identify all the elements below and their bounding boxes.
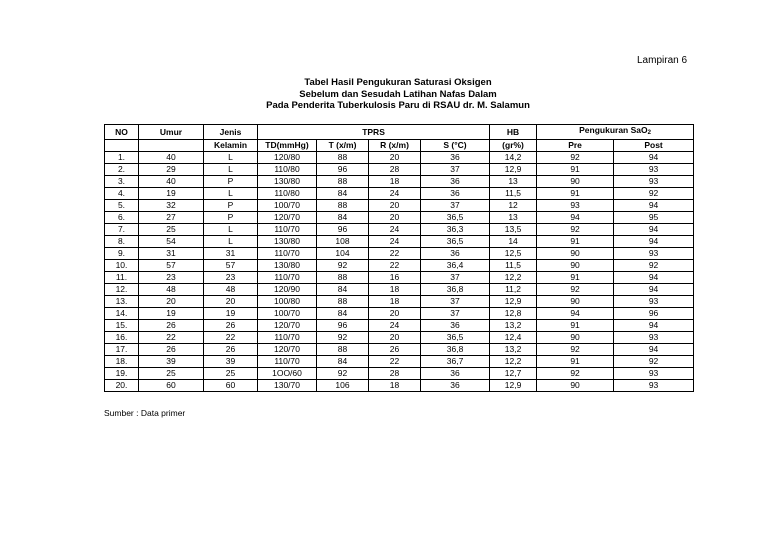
cell-s: 36 — [421, 176, 490, 188]
cell-r: 28 — [369, 164, 421, 176]
table-row — [105, 152, 694, 164]
table-row — [105, 320, 694, 332]
cell-s: 36,5 — [421, 212, 490, 224]
cell-jenis-kelamin: 22 — [204, 332, 258, 344]
cell-pre: 92 — [537, 284, 614, 296]
cell-jenis-kelamin: 57 — [204, 260, 258, 272]
cell-hb: 13 — [490, 212, 537, 224]
cell-no: 7. — [105, 224, 139, 236]
cell-r: 20 — [369, 212, 421, 224]
cell-post: 93 — [614, 248, 694, 260]
cell-r: 20 — [369, 152, 421, 164]
cell-hb: 12,8 — [490, 308, 537, 320]
cell-pre: 94 — [537, 212, 614, 224]
header-no-blank — [105, 140, 139, 152]
cell-t: 84 — [317, 356, 369, 368]
cell-hb: 12,2 — [490, 356, 537, 368]
cell-hb: 12 — [490, 200, 537, 212]
cell-t: 84 — [317, 212, 369, 224]
cell-umur: 31 — [139, 248, 204, 260]
cell-s: 37 — [421, 308, 490, 320]
appendix-label: Lampiran 6 — [637, 55, 688, 66]
cell-pre: 92 — [537, 224, 614, 236]
cell-t: 92 — [317, 368, 369, 380]
cell-jenis-kelamin: 19 — [204, 308, 258, 320]
cell-t: 96 — [317, 320, 369, 332]
cell-pre: 90 — [537, 296, 614, 308]
cell-post: 92 — [614, 356, 694, 368]
cell-s: 37 — [421, 296, 490, 308]
cell-umur: 60 — [139, 380, 204, 392]
cell-pre: 90 — [537, 332, 614, 344]
cell-s: 37 — [421, 200, 490, 212]
cell-td: 110/70 — [258, 332, 317, 344]
cell-hb: 12,9 — [490, 296, 537, 308]
cell-jenis-kelamin: 26 — [204, 320, 258, 332]
cell-post: 94 — [614, 344, 694, 356]
cell-post: 94 — [614, 224, 694, 236]
cell-umur: 19 — [139, 308, 204, 320]
measurement-table — [104, 124, 694, 392]
cell-td: 110/70 — [258, 272, 317, 284]
cell-hb: 13 — [490, 176, 537, 188]
cell-td: 100/70 — [258, 308, 317, 320]
cell-s: 36,3 — [421, 224, 490, 236]
cell-pre: 91 — [537, 188, 614, 200]
cell-pre: 91 — [537, 356, 614, 368]
cell-td: 110/70 — [258, 248, 317, 260]
table-row — [105, 368, 694, 380]
cell-post: 94 — [614, 236, 694, 248]
cell-no: 14. — [105, 308, 139, 320]
cell-t: 84 — [317, 308, 369, 320]
cell-t: 104 — [317, 248, 369, 260]
header-hb-unit: (gr%) — [490, 140, 537, 152]
cell-umur: 27 — [139, 212, 204, 224]
cell-td: 110/80 — [258, 188, 317, 200]
cell-r: 28 — [369, 368, 421, 380]
cell-r: 26 — [369, 344, 421, 356]
cell-jenis-kelamin: 26 — [204, 344, 258, 356]
cell-pre: 91 — [537, 320, 614, 332]
cell-r: 18 — [369, 380, 421, 392]
cell-umur: 40 — [139, 176, 204, 188]
cell-umur: 26 — [139, 344, 204, 356]
cell-jenis-kelamin: P — [204, 200, 258, 212]
cell-t: 84 — [317, 284, 369, 296]
cell-umur: 40 — [139, 152, 204, 164]
cell-r: 20 — [369, 308, 421, 320]
cell-no: 19. — [105, 368, 139, 380]
cell-hb: 14 — [490, 236, 537, 248]
title-line-3: Pada Penderita Tuberkulosis Paru di RSAU dr. M. Salamun — [266, 100, 530, 111]
cell-t: 92 — [317, 260, 369, 272]
cell-s: 36 — [421, 320, 490, 332]
cell-umur: 19 — [139, 188, 204, 200]
cell-td: 100/70 — [258, 200, 317, 212]
cell-s: 36 — [421, 368, 490, 380]
cell-s: 36,5 — [421, 332, 490, 344]
table-row — [105, 380, 694, 392]
cell-r: 18 — [369, 284, 421, 296]
cell-post: 96 — [614, 308, 694, 320]
cell-td: 130/70 — [258, 380, 317, 392]
cell-td: 100/80 — [258, 296, 317, 308]
cell-jenis-kelamin: 25 — [204, 368, 258, 380]
cell-post: 93 — [614, 296, 694, 308]
cell-hb: 12,9 — [490, 380, 537, 392]
cell-pre: 91 — [537, 164, 614, 176]
cell-t: 88 — [317, 344, 369, 356]
cell-hb: 12,7 — [490, 368, 537, 380]
table-row — [105, 344, 694, 356]
cell-post: 94 — [614, 320, 694, 332]
cell-post: 94 — [614, 200, 694, 212]
cell-umur: 48 — [139, 284, 204, 296]
cell-pre: 93 — [537, 200, 614, 212]
cell-umur: 25 — [139, 224, 204, 236]
cell-no: 2. — [105, 164, 139, 176]
cell-jenis-kelamin: 20 — [204, 296, 258, 308]
cell-umur: 23 — [139, 272, 204, 284]
header-row-bottom — [105, 140, 694, 152]
cell-hb: 12,5 — [490, 248, 537, 260]
cell-umur: 57 — [139, 260, 204, 272]
title-line-2: Sebelum dan Sesudah Latihan Nafas Dalam — [299, 88, 497, 100]
cell-hb: 12,2 — [490, 272, 537, 284]
cell-r: 18 — [369, 296, 421, 308]
cell-td: 130/80 — [258, 260, 317, 272]
cell-umur: 32 — [139, 200, 204, 212]
cell-post: 93 — [614, 368, 694, 380]
cell-r: 22 — [369, 356, 421, 368]
cell-post: 92 — [614, 260, 694, 272]
cell-jenis-kelamin: P — [204, 212, 258, 224]
cell-pre: 91 — [537, 272, 614, 284]
cell-no: 12. — [105, 284, 139, 296]
cell-jenis-kelamin: 48 — [204, 284, 258, 296]
cell-td: 120/70 — [258, 344, 317, 356]
cell-t: 88 — [317, 176, 369, 188]
cell-hb: 12,9 — [490, 164, 537, 176]
cell-hb: 13,2 — [490, 320, 537, 332]
table-row — [105, 200, 694, 212]
cell-td: 110/80 — [258, 164, 317, 176]
cell-td: 120/90 — [258, 284, 317, 296]
cell-no: 3. — [105, 176, 139, 188]
cell-no: 1. — [105, 152, 139, 164]
cell-pre: 90 — [537, 380, 614, 392]
header-umur-blank — [139, 140, 204, 152]
header-jenis: Jenis — [204, 125, 258, 140]
cell-r: 20 — [369, 332, 421, 344]
cell-post: 93 — [614, 176, 694, 188]
cell-t: 106 — [317, 380, 369, 392]
cell-post: 92 — [614, 188, 694, 200]
header-t: T (x/m) — [317, 140, 369, 152]
table-row — [105, 332, 694, 344]
cell-no: 18. — [105, 356, 139, 368]
cell-no: 15. — [105, 320, 139, 332]
header-s: S (°C) — [421, 140, 490, 152]
cell-jenis-kelamin: L — [204, 188, 258, 200]
cell-r: 24 — [369, 236, 421, 248]
cell-hb: 11,2 — [490, 284, 537, 296]
cell-s: 36 — [421, 188, 490, 200]
cell-s: 36 — [421, 380, 490, 392]
cell-s: 36,4 — [421, 260, 490, 272]
cell-jenis-kelamin: L — [204, 164, 258, 176]
cell-no: 4. — [105, 188, 139, 200]
table-body — [105, 152, 694, 392]
cell-td: 110/70 — [258, 356, 317, 368]
header-pengukuran-subscript: 2 — [647, 130, 651, 136]
table-row — [105, 224, 694, 236]
cell-jenis-kelamin: 39 — [204, 356, 258, 368]
header-post: Post — [614, 140, 694, 152]
cell-jenis-kelamin: L — [204, 236, 258, 248]
cell-td: 120/80 — [258, 152, 317, 164]
table-row — [105, 284, 694, 296]
header-r: R (x/m) — [369, 140, 421, 152]
cell-no: 9. — [105, 248, 139, 260]
cell-jenis-kelamin: 23 — [204, 272, 258, 284]
cell-no: 16. — [105, 332, 139, 344]
table-row — [105, 272, 694, 284]
table-row — [105, 356, 694, 368]
cell-r: 24 — [369, 188, 421, 200]
cell-no: 11. — [105, 272, 139, 284]
cell-hb: 12,4 — [490, 332, 537, 344]
cell-pre: 90 — [537, 260, 614, 272]
table-row — [105, 164, 694, 176]
cell-jenis-kelamin: L — [204, 152, 258, 164]
cell-s: 36,8 — [421, 344, 490, 356]
cell-pre: 94 — [537, 308, 614, 320]
cell-pre: 90 — [537, 248, 614, 260]
cell-t: 88 — [317, 152, 369, 164]
cell-t: 96 — [317, 164, 369, 176]
cell-umur: 39 — [139, 356, 204, 368]
table-row — [105, 236, 694, 248]
cell-umur: 29 — [139, 164, 204, 176]
header-row-top — [105, 125, 694, 140]
cell-no: 10. — [105, 260, 139, 272]
cell-r: 22 — [369, 260, 421, 272]
header-td: TD(mmHg) — [258, 140, 317, 152]
cell-post: 94 — [614, 272, 694, 284]
cell-pre: 90 — [537, 176, 614, 188]
cell-t: 108 — [317, 236, 369, 248]
table-row — [105, 188, 694, 200]
cell-post: 93 — [614, 380, 694, 392]
cell-t: 84 — [317, 188, 369, 200]
cell-s: 36,5 — [421, 236, 490, 248]
header-kelamin: Kelamin — [204, 140, 258, 152]
cell-r: 22 — [369, 248, 421, 260]
table-row — [105, 296, 694, 308]
cell-post: 94 — [614, 284, 694, 296]
table-row — [105, 176, 694, 188]
cell-hb: 11,5 — [490, 188, 537, 200]
header-no: NO — [105, 125, 139, 140]
cell-r: 18 — [369, 176, 421, 188]
cell-post: 95 — [614, 212, 694, 224]
cell-t: 88 — [317, 200, 369, 212]
cell-r: 20 — [369, 200, 421, 212]
cell-pre: 91 — [537, 236, 614, 248]
cell-umur: 26 — [139, 320, 204, 332]
cell-no: 17. — [105, 344, 139, 356]
cell-jenis-kelamin: L — [204, 224, 258, 236]
cell-hb: 13,5 — [490, 224, 537, 236]
cell-hb: 14,2 — [490, 152, 537, 164]
cell-s: 36,7 — [421, 356, 490, 368]
cell-jenis-kelamin: P — [204, 176, 258, 188]
header-pengukuran — [537, 125, 694, 140]
cell-td: 130/80 — [258, 176, 317, 188]
cell-umur: 20 — [139, 296, 204, 308]
cell-no: 20. — [105, 380, 139, 392]
cell-s: 37 — [421, 164, 490, 176]
cell-td: 120/70 — [258, 320, 317, 332]
cell-post: 93 — [614, 164, 694, 176]
cell-s: 36,8 — [421, 284, 490, 296]
cell-t: 88 — [317, 272, 369, 284]
cell-t: 92 — [317, 332, 369, 344]
cell-hb: 13,2 — [490, 344, 537, 356]
cell-no: 5. — [105, 200, 139, 212]
table-row — [105, 212, 694, 224]
cell-s: 36 — [421, 152, 490, 164]
table-row — [105, 248, 694, 260]
cell-s: 37 — [421, 272, 490, 284]
header-umur: Umur — [139, 125, 204, 140]
cell-td: 1OO/60 — [258, 368, 317, 380]
cell-td: 130/80 — [258, 236, 317, 248]
cell-post: 94 — [614, 152, 694, 164]
cell-t: 88 — [317, 296, 369, 308]
cell-pre: 92 — [537, 152, 614, 164]
cell-jenis-kelamin: 60 — [204, 380, 258, 392]
table-header — [105, 125, 694, 152]
table-row — [105, 260, 694, 272]
cell-umur: 22 — [139, 332, 204, 344]
table-title — [0, 77, 768, 112]
title-line-1: Tabel Hasil Pengukuran Saturasi Oksigen — [304, 77, 492, 88]
source-note: Sumber : Data primer — [104, 408, 186, 418]
cell-r: 24 — [369, 320, 421, 332]
cell-no: 13. — [105, 296, 139, 308]
cell-post: 93 — [614, 332, 694, 344]
table-row — [105, 308, 694, 320]
cell-s: 36 — [421, 248, 490, 260]
cell-hb: 11,5 — [490, 260, 537, 272]
header-pre: Pre — [537, 140, 614, 152]
cell-r: 24 — [369, 224, 421, 236]
cell-no: 6. — [105, 212, 139, 224]
cell-umur: 25 — [139, 368, 204, 380]
cell-umur: 54 — [139, 236, 204, 248]
cell-pre: 92 — [537, 344, 614, 356]
cell-r: 16 — [369, 272, 421, 284]
cell-td: 110/70 — [258, 224, 317, 236]
cell-jenis-kelamin: 31 — [204, 248, 258, 260]
header-tprs: TPRS — [258, 125, 490, 140]
cell-td: 120/70 — [258, 212, 317, 224]
header-pengukuran-label: Pengukuran SaO — [579, 125, 648, 135]
cell-no: 8. — [105, 236, 139, 248]
header-hb: HB — [490, 125, 537, 140]
cell-pre: 92 — [537, 368, 614, 380]
cell-t: 96 — [317, 224, 369, 236]
